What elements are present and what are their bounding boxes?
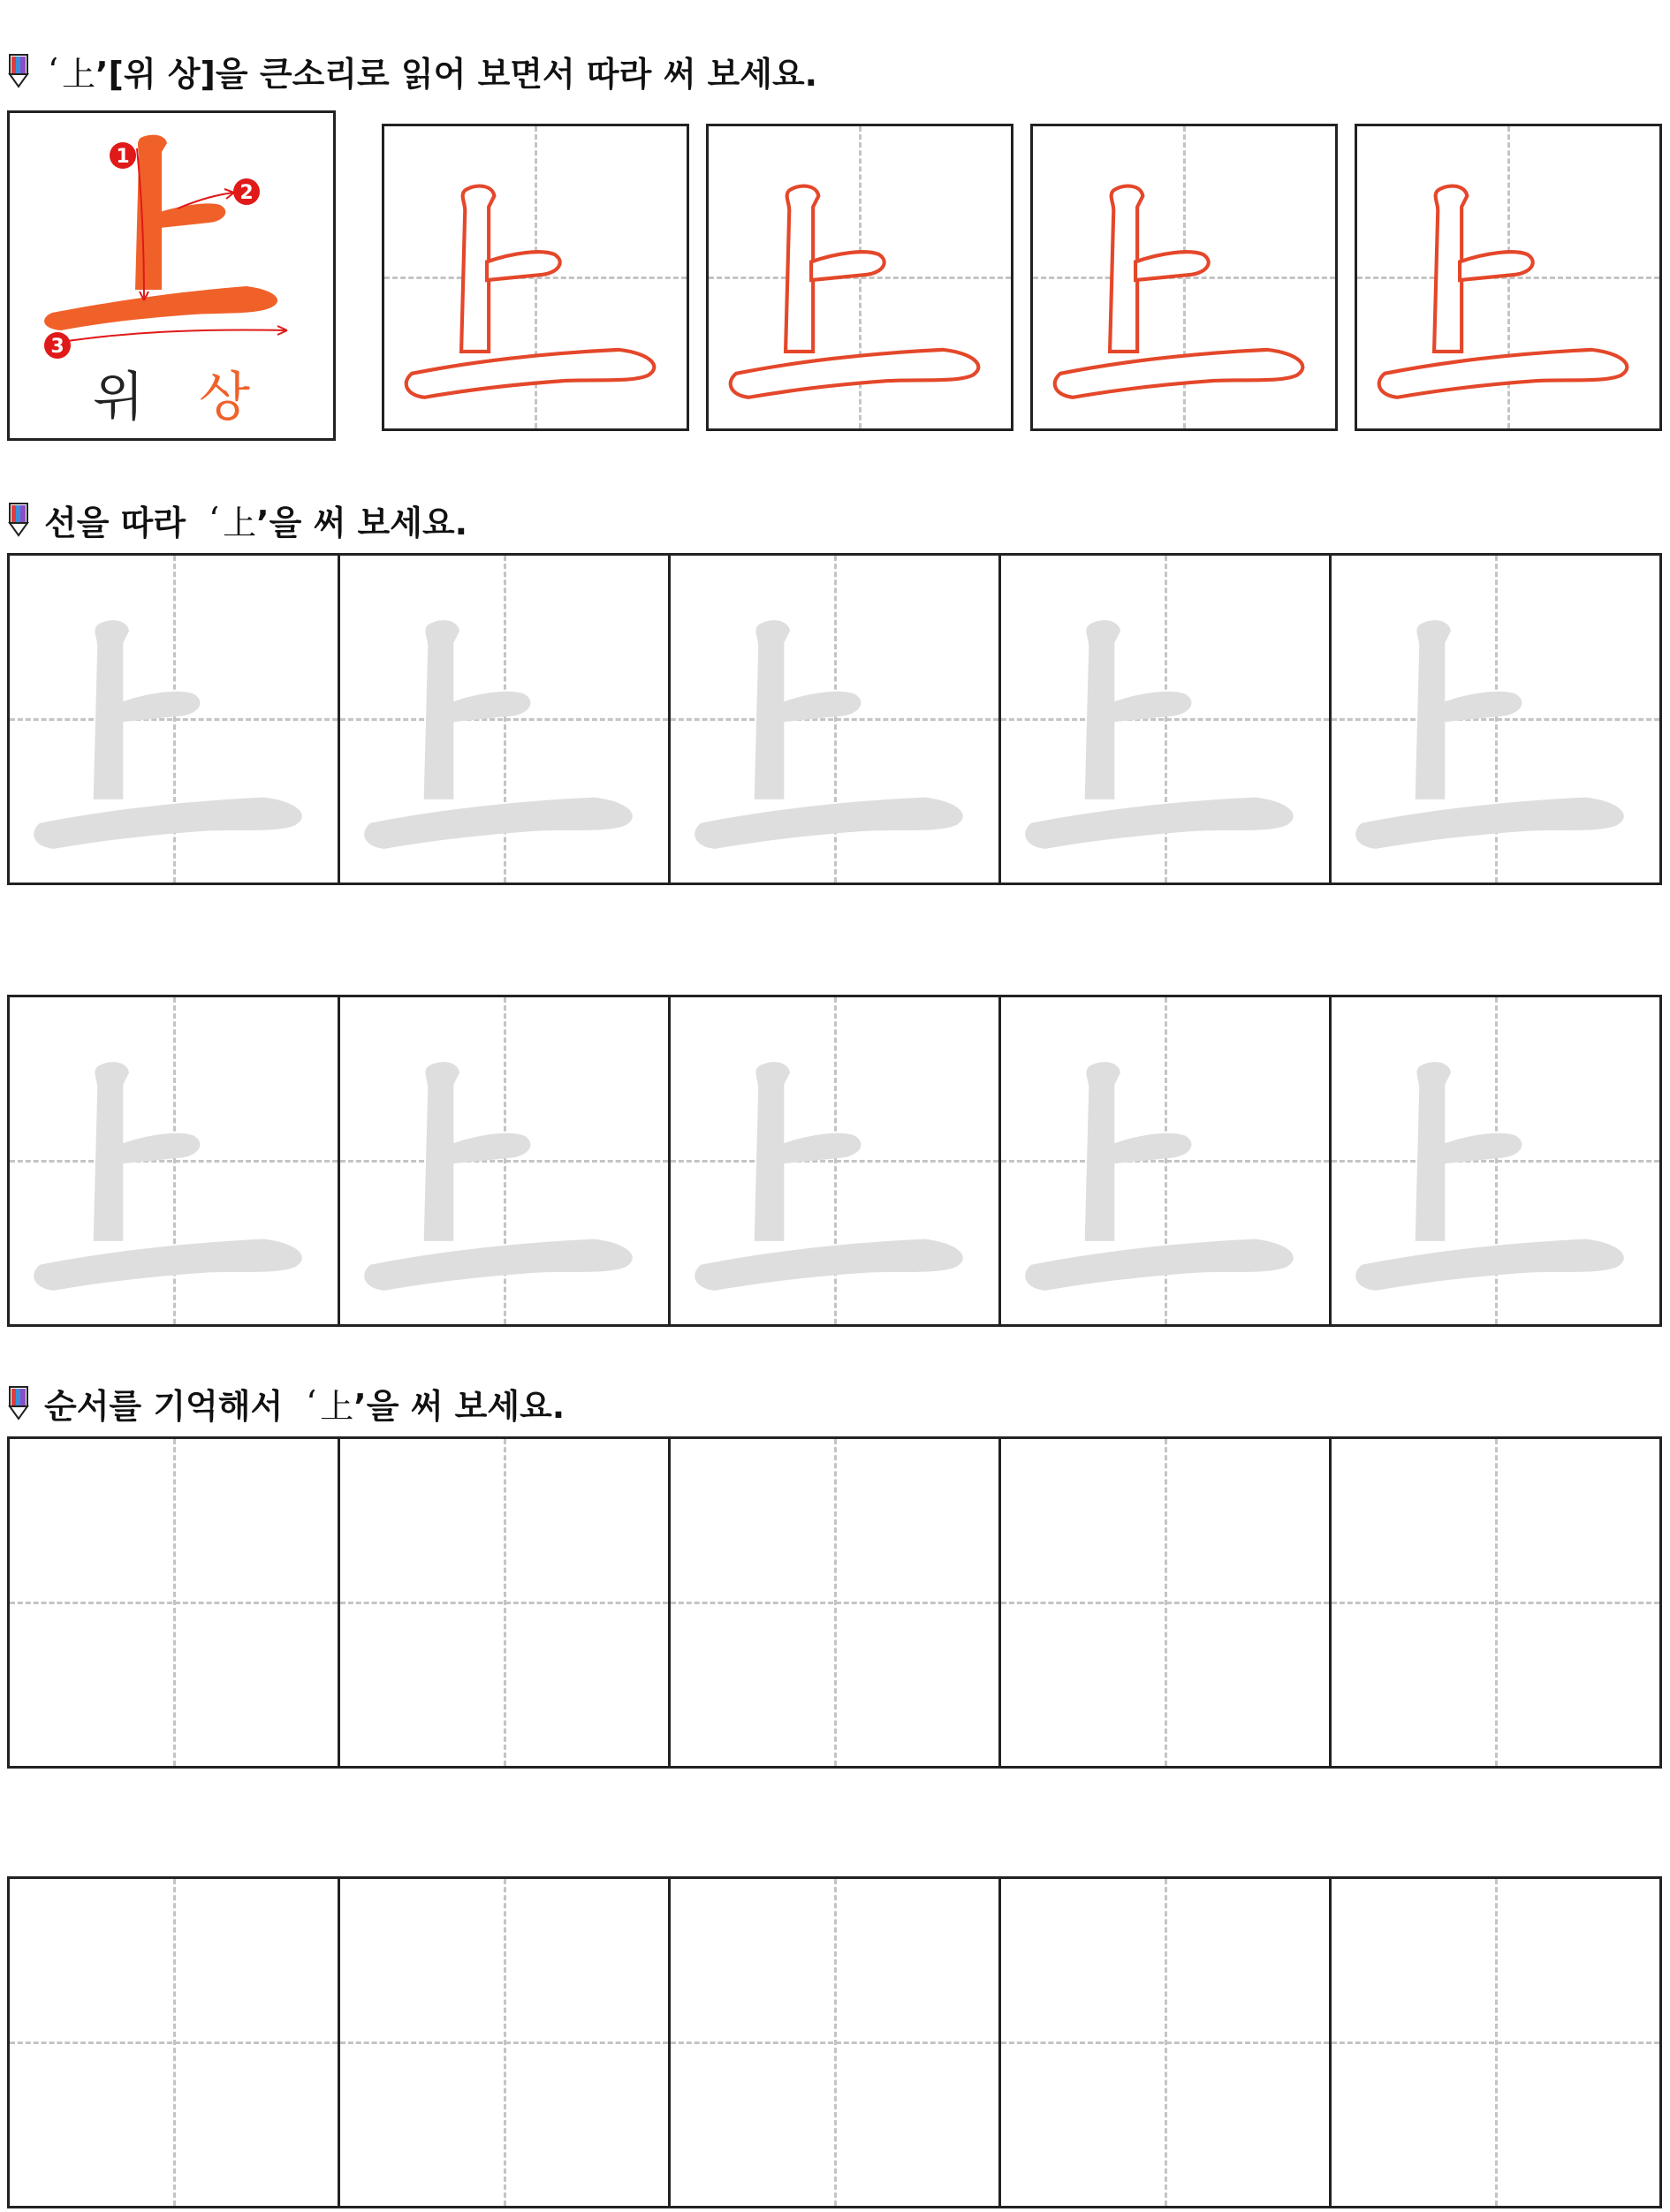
- practice-cell-3-3[interactable]: [668, 1436, 1001, 1769]
- trace-character: [1332, 997, 1659, 1324]
- example-cell-2: [706, 124, 1013, 431]
- quote-open: ‘: [48, 51, 59, 90]
- practice-cell-3-1[interactable]: [7, 1436, 340, 1769]
- example-cell-3: [1030, 124, 1338, 431]
- outline-character: [1033, 126, 1335, 428]
- stroke-3: [1025, 798, 1294, 849]
- practice-cell-3-4[interactable]: [998, 1436, 1332, 1769]
- stroke-3: [1379, 350, 1628, 398]
- section3-text: ’을 써 보세요.: [353, 1386, 566, 1426]
- trace-cell-1-3: [668, 553, 1001, 885]
- section3-text-before: 순서를 기억해서: [44, 1386, 284, 1426]
- example-cell-1: [382, 124, 689, 431]
- guide-line-horizontal: [340, 1602, 668, 1604]
- practice-cell-4-1[interactable]: [7, 1876, 340, 2208]
- stroke-number-1: 1: [116, 146, 130, 168]
- practice-cell-3-2[interactable]: [338, 1436, 671, 1769]
- stroke-3: [1025, 1239, 1294, 1291]
- stroke-3: [695, 798, 963, 849]
- reading-sound: 상: [199, 367, 250, 428]
- stroke-2: [452, 1133, 530, 1164]
- stroke-2: [782, 1133, 861, 1164]
- section2-text: ’을 써 보세요.: [256, 503, 468, 542]
- stroke-2: [782, 692, 861, 723]
- stroke-3: [1355, 1239, 1624, 1291]
- trace-cell-1-2: [338, 553, 671, 885]
- stroke-3: [695, 1239, 963, 1291]
- trace-character: [1001, 997, 1329, 1324]
- trace-cell-2-5: [1329, 995, 1662, 1327]
- stroke-3: [1055, 350, 1303, 398]
- guide-line-horizontal: [1001, 2042, 1329, 2044]
- trace-character: [10, 556, 338, 883]
- trace-cell-2-1: [7, 995, 340, 1327]
- trace-character: [671, 556, 998, 883]
- section2-text-before: 선을 따라: [44, 503, 186, 542]
- stroke-number-3: 3: [50, 336, 65, 358]
- guide-line-horizontal: [10, 2042, 338, 2044]
- trace-cell-1-5: [1329, 553, 1662, 885]
- guide-line-horizontal: [340, 2042, 668, 2044]
- stroke-2: [1443, 1133, 1522, 1164]
- stroke-3: [1355, 798, 1624, 849]
- outline-character: [1357, 126, 1659, 428]
- stroke-2: [1135, 252, 1209, 280]
- character-reading: [10, 367, 333, 428]
- stroke-2: [121, 692, 200, 723]
- stroke-2: [1443, 692, 1522, 723]
- section1-instruction: [7, 46, 817, 95]
- trace-cell-2-2: [338, 995, 671, 1327]
- pencil-icon: [7, 502, 30, 537]
- trace-character: [1001, 556, 1329, 883]
- guide-line-horizontal: [1332, 2042, 1659, 2044]
- practice-cell-3-5[interactable]: [1329, 1436, 1662, 1769]
- stroke-2: [1112, 692, 1191, 723]
- pencil-icon: [7, 53, 30, 88]
- guide-line-horizontal: [671, 1602, 998, 1604]
- trace-character: [10, 997, 338, 1324]
- guide-line-horizontal: [10, 1602, 338, 1604]
- stroke-2: [811, 252, 884, 280]
- guide-line-horizontal: [1332, 1602, 1659, 1604]
- stroke-3: [34, 1239, 302, 1291]
- reading-meaning: 위: [93, 367, 144, 428]
- stroke-2: [1112, 1133, 1191, 1164]
- hanja-char: 上: [62, 54, 96, 94]
- practice-cell-4-3[interactable]: [668, 1876, 1001, 2208]
- guide-line-horizontal: [671, 2042, 998, 2044]
- trace-character: [1332, 556, 1659, 883]
- hanja-char: 上: [320, 1386, 354, 1426]
- stroke-number-2: 2: [239, 182, 254, 204]
- practice-cell-4-4[interactable]: [998, 1876, 1332, 2208]
- trace-cell-2-3: [668, 995, 1001, 1327]
- stroke-3: [406, 350, 655, 398]
- stroke-2: [487, 252, 560, 280]
- outline-character: [384, 126, 687, 428]
- main-character-glyph: [44, 135, 277, 330]
- stroke-3: [364, 1239, 633, 1291]
- section2-instruction: 선을 따라 ‘ 上 ’을 써 보세요.: [7, 495, 467, 544]
- section3-instruction: 순서를 기억해서 ‘ 上 ’을 써 보세요.: [7, 1378, 565, 1428]
- trace-cell-1-4: [998, 553, 1332, 885]
- guide-line-horizontal: [1001, 1602, 1329, 1604]
- stroke-2: [1460, 252, 1533, 280]
- stroke-2: [121, 1133, 200, 1164]
- trace-character: [340, 556, 668, 883]
- section1-text: ’[위 상]을 큰소리로 읽어 보면서 따라 써 보세요.: [95, 54, 818, 94]
- pencil-icon: [7, 1385, 30, 1420]
- outline-character: [709, 126, 1011, 428]
- trace-cell-1-1: [7, 553, 340, 885]
- trace-character: [340, 997, 668, 1324]
- hanja-char: 上: [223, 503, 257, 542]
- trace-cell-2-4: [998, 995, 1332, 1327]
- trace-character: [671, 997, 998, 1324]
- practice-cell-4-5[interactable]: [1329, 1876, 1662, 2208]
- stroke-3: [34, 798, 302, 849]
- stroke-3: [731, 350, 979, 398]
- example-cell-4: [1355, 124, 1662, 431]
- stroke-order-box: [7, 110, 336, 441]
- practice-cell-4-2[interactable]: [338, 1876, 671, 2208]
- stroke-2: [452, 692, 530, 723]
- stroke-3: [364, 798, 633, 849]
